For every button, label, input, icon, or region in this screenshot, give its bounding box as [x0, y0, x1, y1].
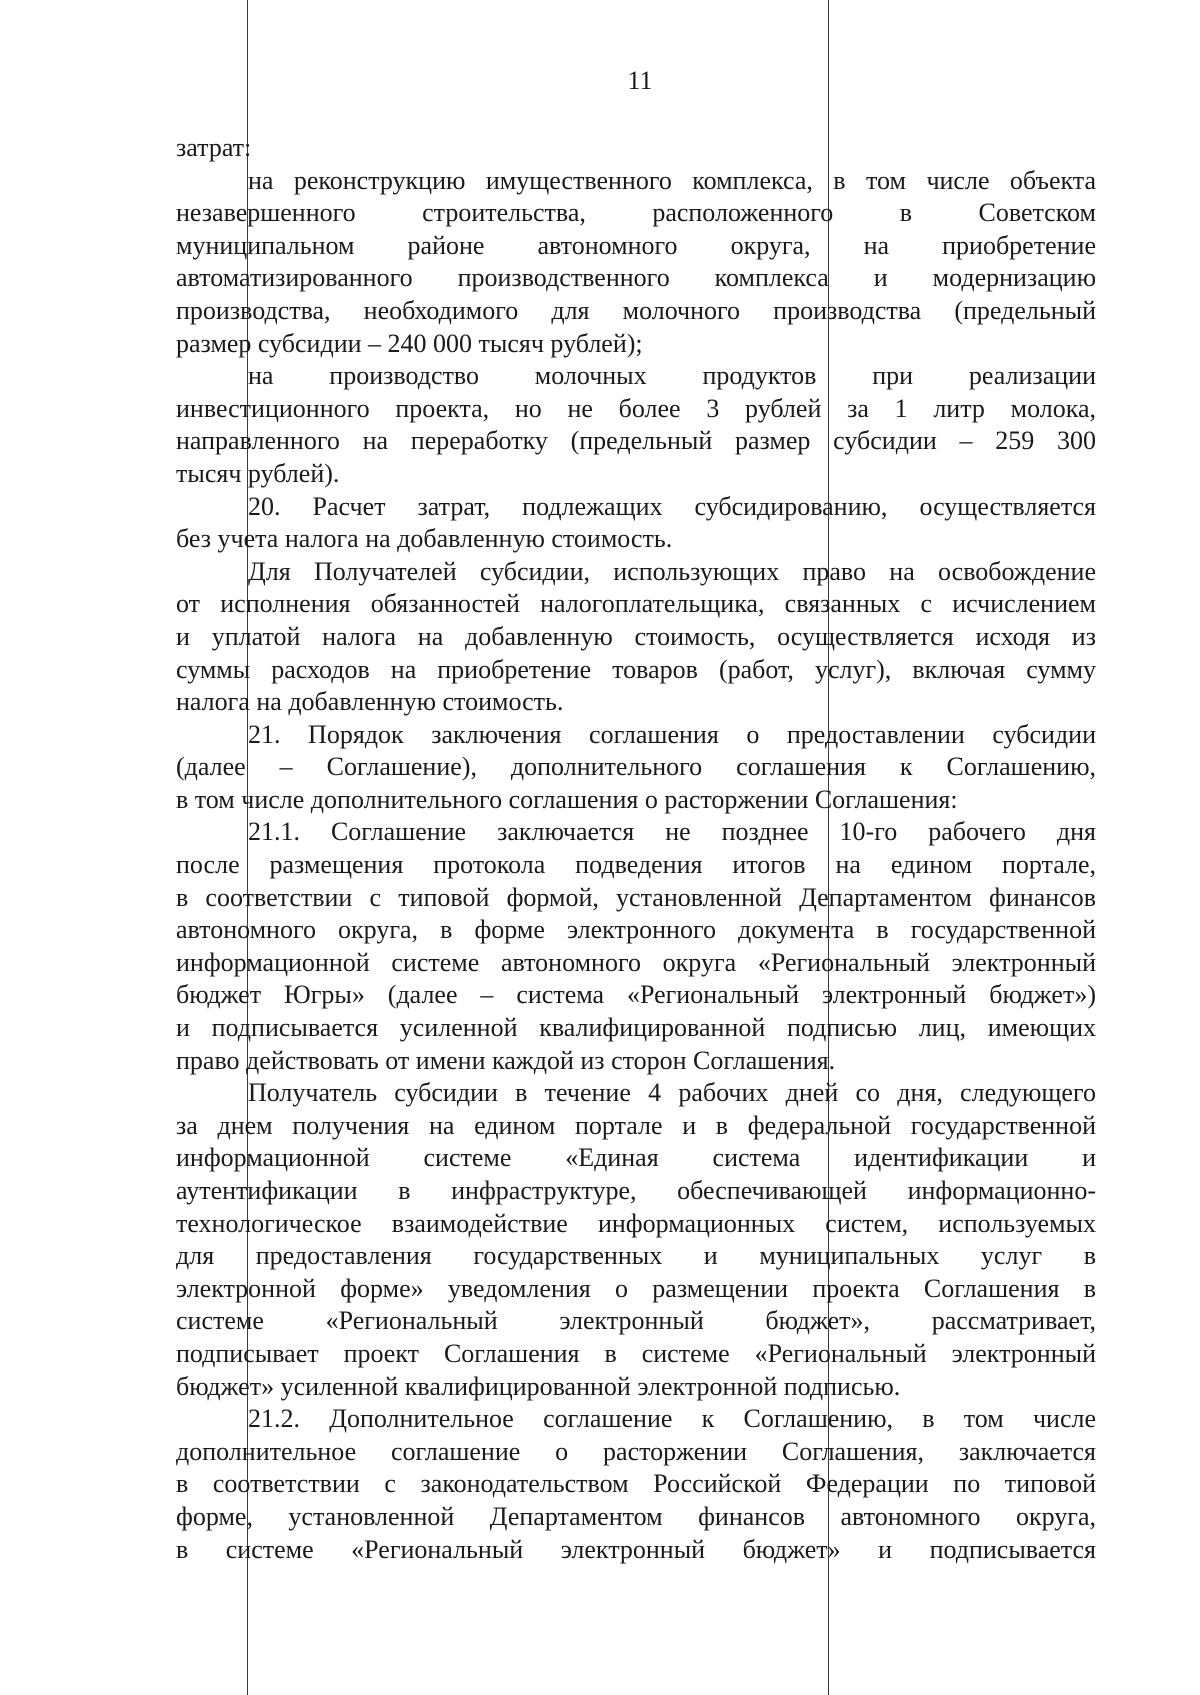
text-line: право действовать от имени каждой из сторон Соглашения.	[176, 1045, 836, 1075]
text-line: после размещения протокола подведения итогов на едином портале,	[176, 850, 1096, 880]
text-line: тысяч рублей).	[176, 458, 340, 488]
text-line: 21. Порядок заключения соглашения о предоставлении субсидии	[248, 719, 1096, 749]
page-number: 11	[627, 66, 653, 95]
text-line: от исполнения обязанностей налогоплательщика, связанных с исчислением	[176, 589, 1096, 619]
text-line: автоматизированного производственного комплекса и модернизацию	[176, 263, 1096, 293]
text-line: в системе «Региональный электронный бюджет» и подписывается	[176, 1534, 1096, 1564]
text-line: электронной форме» уведомления о размещении проекта Соглашения в	[176, 1273, 1096, 1303]
document-body	[176, 132, 1096, 1566]
text-line: 20. Расчет затрат, подлежащих субсидированию, осуществляется	[248, 491, 1096, 521]
text-line: бюджет Югры» (далее – система «Региональный электронный бюджет»)	[176, 980, 1096, 1010]
text-line: и уплатой налога на добавленную стоимость, осуществляется исходя из	[176, 621, 1096, 651]
text-line: производства, необходимого для молочного производства (предельный	[176, 295, 1096, 325]
text-line: затрат:	[176, 133, 252, 162]
text-line: автономного округа, в форме электронного документа в государственной	[176, 915, 1096, 945]
text-line: дополнительное соглашение о расторжении Соглашения, заключается	[176, 1436, 1096, 1466]
text-line: суммы расходов на приобретение товаров (работ, услуг), включая сумму	[176, 654, 1096, 684]
text-line: на реконструкцию имущественного комплекса, в том числе объекта	[248, 165, 1096, 195]
text-line: технологическое взаимодействие информационных систем, используемых	[176, 1208, 1096, 1238]
text-line: без учета налога на добавленную стоимость.	[176, 524, 673, 554]
text-line: для предоставления государственных и муниципальных услуг в	[176, 1241, 1096, 1271]
text-line: системе «Региональный электронный бюджет», рассматривает,	[176, 1306, 1096, 1336]
text-line: форме, установленной Департаментом финансов автономного округа,	[176, 1501, 1096, 1531]
text-line: в соответствии с типовой формой, установленной Департаментом финансов	[176, 882, 1096, 912]
text-line: в соответствии с законодательством Российской Федерации по типовой	[176, 1469, 1096, 1499]
text-line: 21.2. Дополнительное соглашение к Соглашению, в том числе	[248, 1404, 1096, 1434]
text-line: бюджет» усиленной квалифицированной электронной подписью.	[176, 1371, 901, 1401]
text-line: направленного на переработку (предельный размер субсидии – 259 300	[176, 426, 1096, 456]
text-line: муниципальном районе автономного округа, на приобретение	[176, 230, 1096, 260]
text-line: 21.1. Соглашение заключается не позднее 10-го рабочего дня	[248, 817, 1096, 847]
text-line: информационной системе «Единая система идентификации и	[176, 1143, 1096, 1173]
text-line: в том числе дополнительного соглашения о расторжении Соглашения:	[176, 784, 958, 814]
text-line: незавершенного строительства, расположенного в Советском	[176, 198, 1096, 228]
text-line: подписывает проект Соглашения в системе «Региональный электронный	[176, 1338, 1096, 1368]
text-line: размер субсидии – 240 000 тысяч рублей);	[176, 328, 643, 358]
text-line: на производство молочных продуктов при реализации	[248, 361, 1096, 391]
text-line: Получатель субсидии в течение 4 рабочих дней со дня, следующего	[248, 1078, 1096, 1108]
text-line: аутентификации в инфраструктуре, обеспечивающей информационно-	[176, 1176, 1096, 1205]
text-line: инвестиционного проекта, но не более 3 рублей за 1 литр молока,	[176, 393, 1096, 423]
text-line: информационной системе автономного округа «Региональный электронный	[176, 947, 1096, 977]
text-line: и подписывается усиленной квалифицированной подписью лиц, имеющих	[176, 1013, 1096, 1043]
text-line: (далее – Соглашение), дополнительного соглашения к Соглашению,	[176, 752, 1096, 782]
text-line: за днем получения на едином портале и в федеральной государственной	[176, 1110, 1096, 1140]
text-line: налога на добавленную стоимость.	[176, 687, 564, 717]
text-line: Для Получателей субсидии, использующих право на освобождение	[248, 556, 1096, 586]
